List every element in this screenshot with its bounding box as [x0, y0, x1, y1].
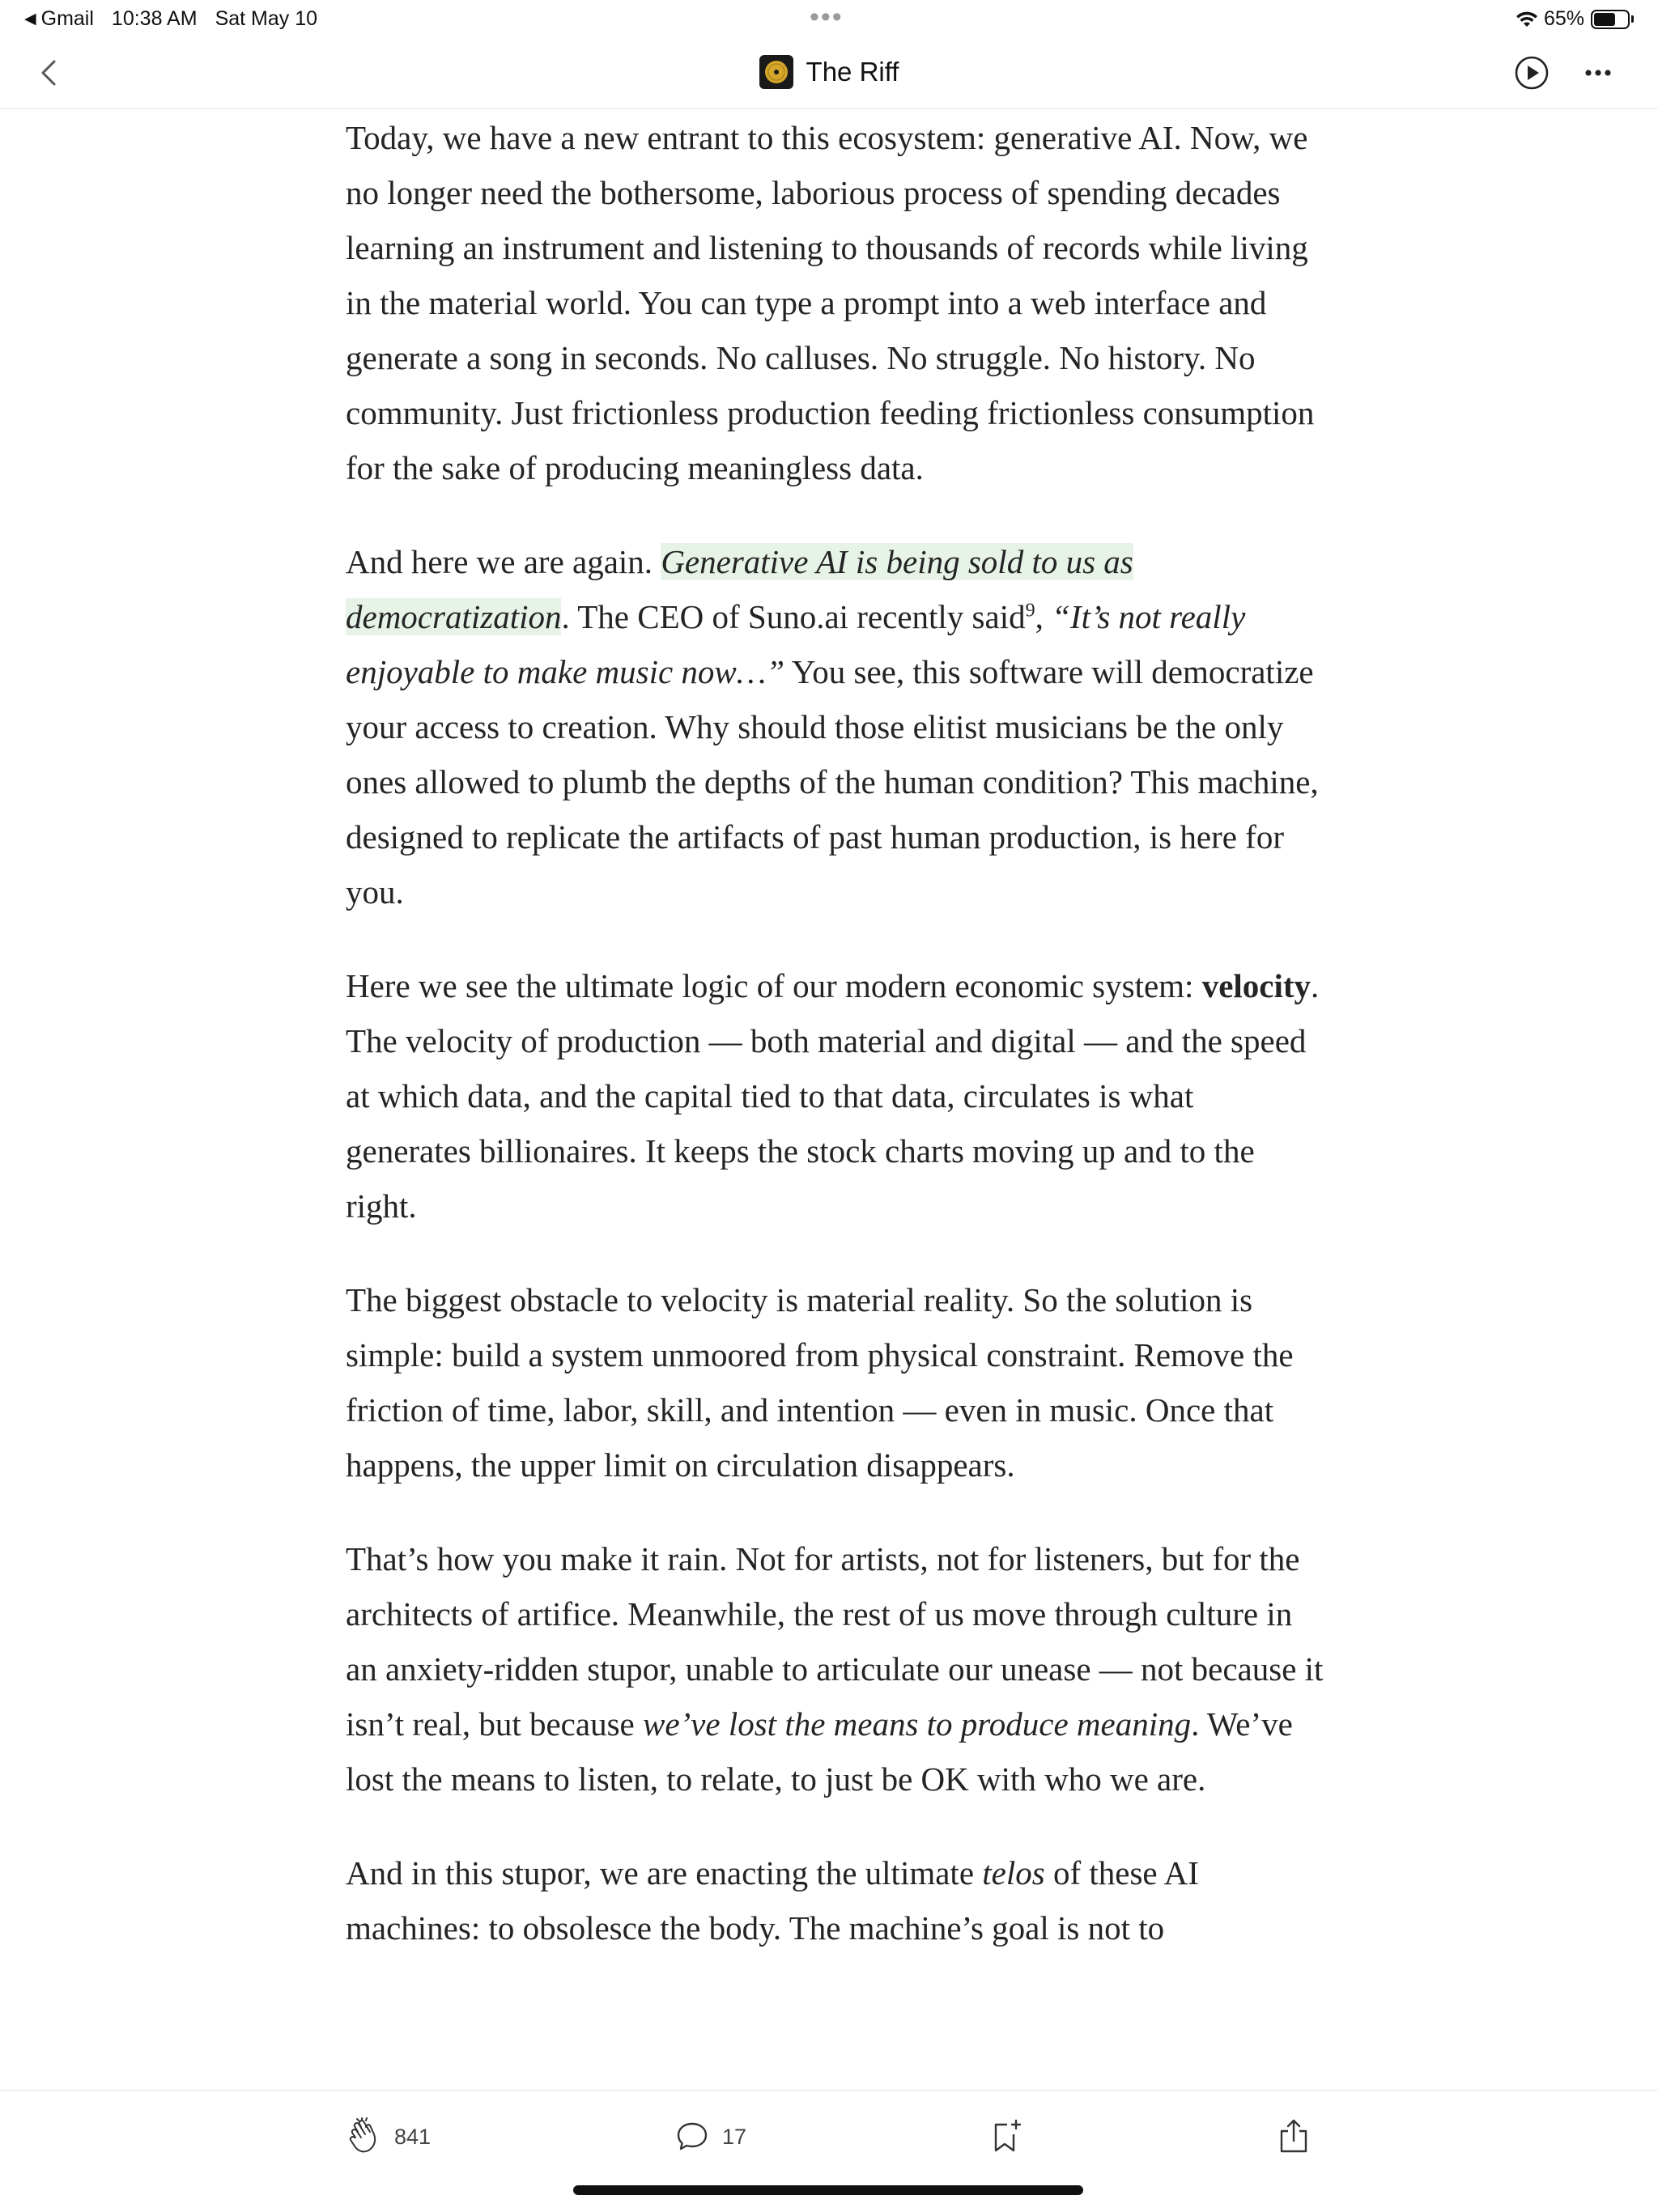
more-options-icon[interactable] [1580, 55, 1616, 91]
quote-text: “It’s not really enjoyable to make music now…” [346, 598, 1246, 690]
publication-logo[interactable] [759, 55, 793, 89]
article-paragraph [346, 1531, 1325, 1807]
paragraph-text: . The velocity of production — both material and digital — and the speed at which data, and the capital tied to that data, circulates is what generates billionaires. It keeps the stock charts moving up and to the right. [346, 967, 1320, 1225]
paragraph-text: And in this stupor, we are enacting the ultimate [346, 1854, 983, 1891]
bookmark-add-icon [986, 2116, 1027, 2157]
status-bar-right [1515, 7, 1634, 31]
paragraph-text: . We’ve lost the means to listen, to relate, to just be OK with who we are. [346, 1705, 1293, 1798]
back-to-app-label[interactable]: Gmail [40, 7, 94, 30]
battery-level-fill [1594, 13, 1615, 26]
highlighted-text[interactable]: Generative AI is being sold to us as democratization [346, 543, 1133, 635]
status-time: 10:38 AM [111, 7, 198, 30]
paragraph-text: The biggest obstacle to velocity is material reality. So the solution is simple: build a system unmoored from physical constraint. Remove the friction of time, labor, skill, and intention — even in music. Once that happens, the upper limit on circulation disappears. [346, 1281, 1294, 1484]
battery-cap [1631, 15, 1634, 23]
status-bar-left[interactable] [24, 7, 317, 31]
article-paragraph [346, 958, 1325, 1233]
publication-header [0, 55, 1658, 89]
status-bar [0, 0, 1658, 39]
clap-count: 841 [394, 2124, 432, 2149]
paragraph-text: You see, this software will democratize your access to creation. Why should those elitist musicians be the only ones allowed to plumb the depths of the human condition? This machine, designed to replicate the artifacts of past human production, is here for you. [346, 653, 1319, 911]
italic-text: telos [982, 1854, 1045, 1891]
share-icon [1273, 2116, 1314, 2157]
article-paragraph [346, 110, 1325, 495]
bold-term: velocity [1201, 967, 1312, 1004]
comment-count: 17 [722, 2124, 747, 2149]
wifi-icon [1515, 10, 1539, 29]
clap-icon [344, 2116, 385, 2157]
comments-button[interactable] [672, 2116, 746, 2157]
article-body [346, 110, 1325, 2090]
home-indicator[interactable] [573, 2185, 1083, 2195]
article-paragraph [346, 1845, 1325, 1955]
paragraph-text: . The CEO of Suno.ai recently said [561, 598, 1026, 635]
italic-text: we’ve lost the means to produce meaning [642, 1705, 1192, 1743]
article-paragraph [346, 1272, 1325, 1492]
listen-play-icon[interactable] [1514, 55, 1550, 91]
share-button[interactable] [1273, 2116, 1314, 2157]
article-paragraph [346, 534, 1325, 919]
paragraph-text: That’s how you make it rain. Not for artists, not for listeners, but for the architects of artifice. Meanwhile, the rest of us move through culture in an anxiety-ridden stupor, unable to articulate our unease — not because it isn’t real, but because [346, 1540, 1324, 1743]
paragraph-text: Today, we have a new entrant to this ecosystem: generative AI. Now, we no longer need the bothersome, laborious process of spending decades learning an instrument and listening to thousands of records while living in the material world. You can type a prompt into a web interface and generate a song in seconds. No calluses. No struggle. No history. No community. Just frictionless production feeding frictionless consumption for the sake of producing meaningless data. [346, 119, 1315, 486]
back-to-app-icon[interactable]: ◀ [24, 11, 36, 28]
status-date: Sat May 10 [215, 7, 318, 30]
battery-icon [1591, 10, 1630, 29]
publication-title[interactable]: The Riff [806, 57, 899, 87]
multitasking-dots[interactable]: ••• [810, 2, 844, 32]
paragraph-text: Here we see the ultimate logic of our modern economic system: [346, 967, 1202, 1004]
comment-icon [672, 2116, 712, 2157]
clap-button[interactable] [344, 2116, 431, 2157]
save-bookmark-button[interactable] [986, 2116, 1027, 2157]
navigation-bar [0, 39, 1658, 109]
paragraph-text: , [1035, 598, 1052, 635]
footnote-link[interactable]: 9 [1025, 600, 1035, 622]
paragraph-text: And here we are again. [346, 543, 661, 580]
battery-percent: 65% [1543, 7, 1584, 30]
paragraph-text: of these AI machines: to obsolesce the body. The machine’s goal is not to [346, 1854, 1199, 1947]
